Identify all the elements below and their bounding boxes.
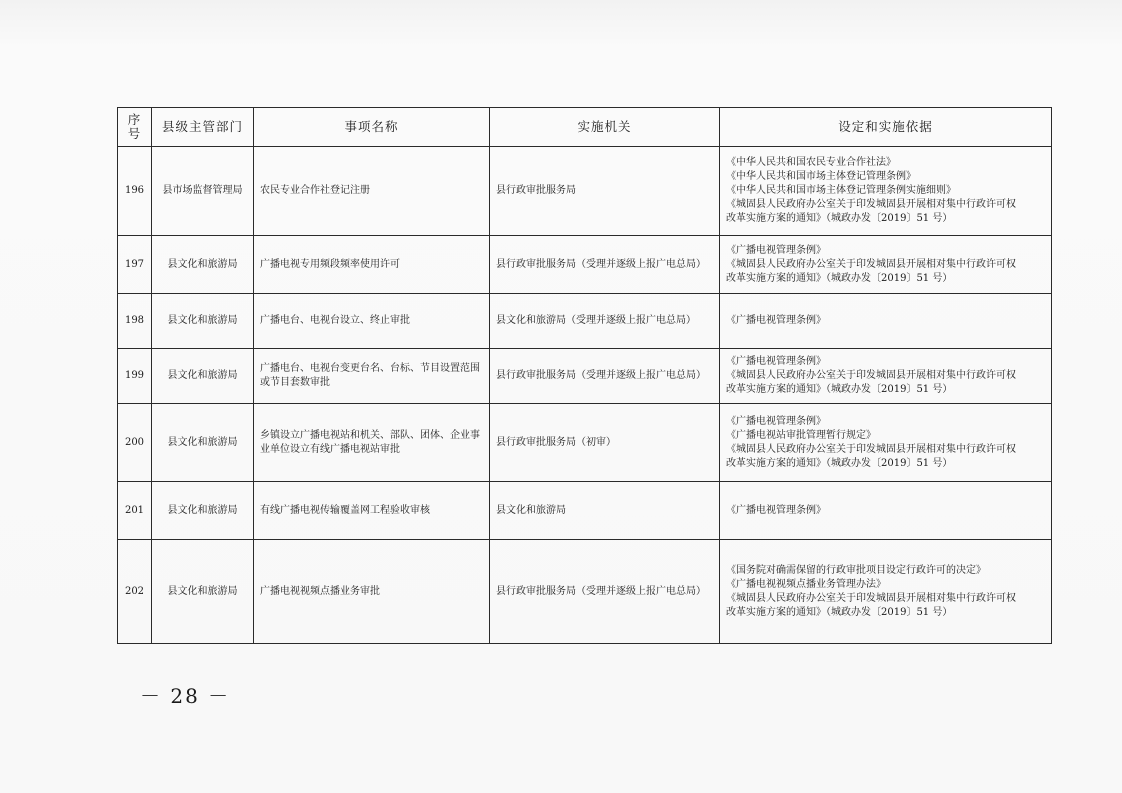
cell-basis [720,349,1052,404]
cell-dept: 县市场监督管理局 [152,147,254,236]
basis-line: 《城固县人民政府办公室关于印发城固县开展相对集中行政许可权 [726,592,1016,604]
cell-item: 农民专业合作社登记注册 [254,147,490,236]
header-seq-line1: 序 [127,112,142,127]
cell-basis [720,404,1052,482]
basis-line: 《城固县人民政府办公室关于印发城固县开展相对集中行政许可权 [726,370,1016,381]
cell-item: 乡镇设立广播电视站和机关、部队、团体、企业事业单位设立有线广播电视站审批 [254,404,490,482]
table-row [118,540,1052,644]
basis-line: 《中华人民共和国市场主体登记管理条例实施细则》 [726,185,956,196]
cell-dept: 县文化和旅游局 [152,404,254,482]
table-row [118,482,1052,540]
table-row [118,294,1052,349]
basis-line: 改革实施方案的通知》（城政办发〔2019〕51 号） [726,606,953,618]
basis-line: 《广播电视视频点播业务管理办法》 [726,578,886,590]
cell-seq: 197 [118,236,152,294]
header-seq [118,108,152,147]
basis-line: 《城固县人民政府办公室关于印发城固县开展相对集中行政许可权 [726,199,1016,210]
cell-seq: 201 [118,482,152,540]
licensing-items-table [117,107,1052,644]
cell-dept: 县文化和旅游局 [152,349,254,404]
cell-seq: 202 [118,540,152,644]
cell-basis [720,236,1052,294]
basis-line: 《广播电视管理条例》 [726,356,826,367]
cell-seq: 199 [118,349,152,404]
basis-line: 改革实施方案的通知》（城政办发〔2019〕51 号） [726,213,953,224]
table-row [118,147,1052,236]
cell-item: 广播电视视频点播业务审批 [254,540,490,644]
basis-line: 《广播电视管理条例》 [726,315,826,326]
cell-basis [720,540,1052,644]
cell-item: 广播电视专用频段频率使用许可 [254,236,490,294]
cell-dept: 县文化和旅游局 [152,540,254,644]
cell-org: 县文化和旅游局 [490,482,720,540]
cell-dept: 县文化和旅游局 [152,236,254,294]
cell-item: 有线广播电视传输覆盖网工程验收审核 [254,482,490,540]
cell-basis [720,147,1052,236]
header-seq-line2: 号 [127,126,142,141]
cell-seq: 196 [118,147,152,236]
basis-line: 改革实施方案的通知》（城政办发〔2019〕51 号） [726,272,953,284]
cell-seq: 200 [118,404,152,482]
basis-line: 改革实施方案的通知》（城政办发〔2019〕51 号） [726,384,953,395]
cell-org: 县行政审批服务局（受理并逐级上报广电总局） [490,349,720,404]
cell-dept: 县文化和旅游局 [152,294,254,349]
page-number: － 28 － [140,684,231,708]
basis-line: 《中华人民共和国农民专业合作社法》 [726,157,896,168]
basis-line: 《广播电视管理条例》 [726,415,826,427]
header-basis: 设定和实施依据 [720,108,1052,147]
table-row [118,349,1052,404]
table-row [118,404,1052,482]
table-row [118,236,1052,294]
basis-line: 《城固县人民政府办公室关于印发城固县开展相对集中行政许可权 [726,258,1016,270]
cell-seq: 198 [118,294,152,349]
header-item: 事项名称 [254,108,490,147]
cell-org: 县行政审批服务局（初审） [490,404,720,482]
basis-line: 改革实施方案的通知》（城政办发〔2019〕51 号） [726,457,953,469]
cell-basis [720,294,1052,349]
cell-item: 广播电台、电视台设立、终止审批 [254,294,490,349]
basis-line: 《中华人民共和国市场主体登记管理条例》 [726,171,916,182]
basis-line: 《广播电视管理条例》 [726,504,826,516]
basis-line: 《国务院对确需保留的行政审批项目设定行政许可的决定》 [726,564,986,576]
basis-line: 《城固县人民政府办公室关于印发城固县开展相对集中行政许可权 [726,443,1016,455]
cell-dept: 县文化和旅游局 [152,482,254,540]
cell-basis [720,482,1052,540]
header-org: 实施机关 [490,108,720,147]
table-body [118,147,1052,644]
header-dept: 县级主管部门 [152,108,254,147]
table-header-row [118,108,1052,147]
cell-org: 县行政审批服务局 [490,147,720,236]
cell-org: 县行政审批服务局（受理并逐级上报广电总局） [490,540,720,644]
basis-line: 《广播电视管理条例》 [726,244,826,256]
cell-item: 广播电台、电视台变更台名、台标、节目设置范围或节目套数审批 [254,349,490,404]
cell-org: 县行政审批服务局（受理并逐级上报广电总局） [490,236,720,294]
basis-line: 《广播电视站审批管理暂行规定》 [726,429,876,441]
cell-org: 县文化和旅游局（受理并逐级上报广电总局） [490,294,720,349]
